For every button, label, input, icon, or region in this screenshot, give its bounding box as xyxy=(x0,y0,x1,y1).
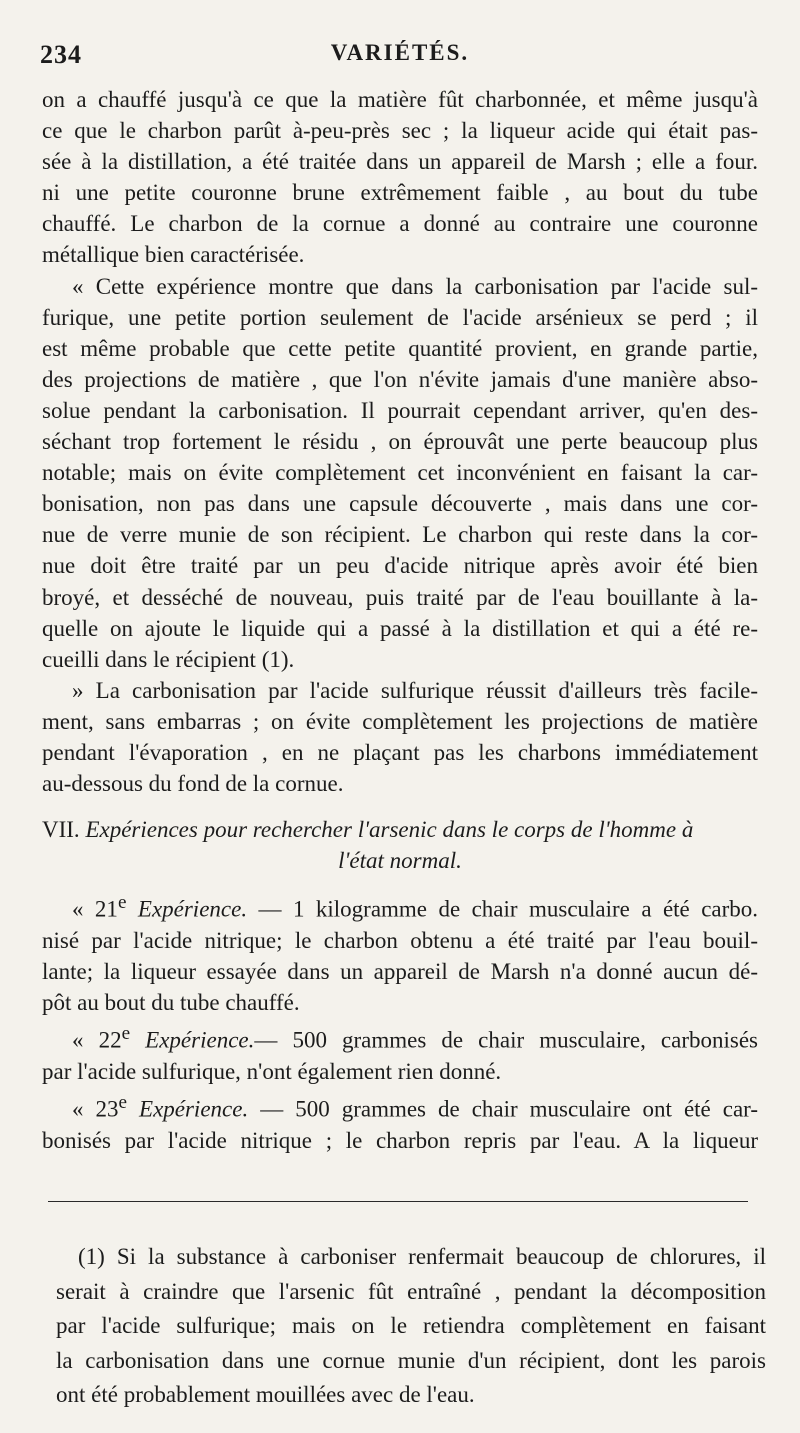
footnote-line: serait à craindre que l'arsenic fût entraîné , pendant la décomposition xyxy=(56,1278,766,1304)
text-line: nisé par l'acide nitrique; le charbon obtenu a été traité par l'eau bouil- xyxy=(42,928,758,954)
footnote-line: par l'acide sulfurique; mais on le retiendra complètement en faisant xyxy=(56,1313,766,1338)
section-title-line-2: l'état normal. xyxy=(338,848,462,874)
experiment-first-text: 500 grammes de chair musculaire, carbonisés xyxy=(292,1028,759,1054)
text-line: des projections de matière , que l'on n'évite jamais d'une manière abso- xyxy=(42,366,758,392)
text-line: broyé, et desséché de nouveau, puis traité par de l'eau bouillante à la- xyxy=(42,584,758,610)
text-line: » La carbonisation par l'acide sulfurique réussit d'ailleurs très facile- xyxy=(72,677,758,703)
section-heading xyxy=(42,814,758,876)
section-number: VII. xyxy=(42,817,80,843)
experiment-ordinal-suffix: e xyxy=(118,1092,128,1114)
experiment-dash: — xyxy=(247,897,293,922)
text-line: cueilli dans le récipient (1). xyxy=(42,646,295,672)
text-line: est même probable que cette petite quantité provient, en grande partie, xyxy=(42,335,758,361)
running-title: VARIÉTÉS. xyxy=(330,40,470,65)
experiment-dash: — xyxy=(254,1028,293,1054)
text-line: par l'acide sulfurique, n'ont également rien donné. xyxy=(42,1059,502,1085)
page-number: 234 xyxy=(40,40,82,69)
footnote xyxy=(56,1240,766,1413)
text-line: lante; la liqueur essayée dans un appareil de Marsh n'a donné aucun dé- xyxy=(42,959,758,985)
text-line: séchant trop fortement le résidu , on éprouvât une perte beaucoup plus xyxy=(42,429,758,455)
paragraph xyxy=(42,675,758,799)
experiment-dash: — xyxy=(248,1096,296,1122)
experiment-first-text: 500 grammes de chair musculaire ont été car- xyxy=(295,1096,759,1122)
page-header xyxy=(40,40,760,76)
experiment-first-line xyxy=(42,1087,758,1125)
paragraph xyxy=(42,84,758,271)
experiment-marker: « 23 xyxy=(72,1096,119,1122)
footnote-line: ont été probablement mouillées avec de l'eau. xyxy=(56,1382,475,1407)
experiment-label: Expérience. xyxy=(137,897,248,922)
text-line: pendant l'évaporation , en ne plaçant pas les charbons immédiatement xyxy=(42,739,758,765)
footnote-rule xyxy=(48,1201,748,1202)
text-line: on a chauffé jusqu'à ce que la matière fût charbonnée, et même jusqu'à xyxy=(42,87,758,112)
text-line: ment, sans embarras ; on évite complètement les projections de matière xyxy=(42,708,758,734)
section-title-line-1: Expériences pour rechercher l'arsenic dans le corps de l'homme à xyxy=(85,817,694,843)
text-line: au-dessous du fond de la cornue. xyxy=(42,771,344,797)
text-line: sée à la distillation, a été traitée dans un appareil de Marsh ; elle a four. xyxy=(42,149,758,175)
experiment-first-line xyxy=(42,1018,758,1056)
experiments xyxy=(42,887,758,1156)
paragraphs xyxy=(42,84,758,799)
text-line: « Cette expérience montre que dans la carbonisation par l'acide sul- xyxy=(72,273,758,299)
experiment-paragraph xyxy=(42,1087,758,1156)
text-line: notable; mais on évite complètement cet inconvénient en faisant la car- xyxy=(42,460,758,486)
paragraph xyxy=(42,271,758,675)
experiment-marker: « 22 xyxy=(72,1028,122,1054)
experiment-first-text: 1 kilogramme de chair musculaire a été carbo. xyxy=(292,897,759,922)
experiment-first-line xyxy=(42,887,758,925)
experiment-label: Expérience. xyxy=(139,1096,249,1122)
experiment-marker: « 21 xyxy=(72,897,118,922)
text-line: ni une petite couronne brune extrêmement faible , au bout du tube xyxy=(42,180,758,206)
footnote-line: (1) Si la substance à carboniser renfermait beaucoup de chlorures, il xyxy=(78,1244,766,1269)
experiment-paragraph xyxy=(42,1018,758,1087)
text-line: chauffé. Le charbon de la cornue a donné au contraire une couronne xyxy=(42,211,758,237)
text-line: nue doit être traité par un peu d'acide nitrique après avoir été bien xyxy=(42,553,758,579)
text-line: bonisés par l'acide nitrique ; le charbon repris par l'eau. A la liqueur xyxy=(42,1127,758,1153)
text-line: pôt au bout du tube chauffé. xyxy=(42,990,300,1016)
text-line: solue pendant la carbonisation. Il pourrait cependant arriver, qu'en des- xyxy=(42,397,758,423)
experiment-paragraph xyxy=(42,887,758,1018)
text-line: bonisation, non pas dans une capsule découverte , mais dans une cor- xyxy=(42,491,758,517)
experiment-ordinal-suffix: e xyxy=(117,892,127,914)
footnote-line: la carbonisation dans une cornue munie d'un récipient, dont les parois xyxy=(56,1347,766,1373)
experiment-label: Expérience. xyxy=(145,1028,255,1054)
text-line: nue de verre munie de son récipient. Le charbon qui reste dans la cor- xyxy=(42,522,758,548)
text-line: furique, une petite portion seulement de l'acide arsénieux se perd ; il xyxy=(42,304,758,330)
text-line: ce que le charbon parût à-peu-près sec ; la liqueur acide qui était pas- xyxy=(42,118,758,144)
text-line: quelle on ajoute le liquide qui a passé à la distillation et qui a été re- xyxy=(42,615,758,641)
text-line: métallique bien caractérisée. xyxy=(42,242,305,268)
page-body xyxy=(42,84,758,1156)
experiment-ordinal-suffix: e xyxy=(121,1023,131,1045)
